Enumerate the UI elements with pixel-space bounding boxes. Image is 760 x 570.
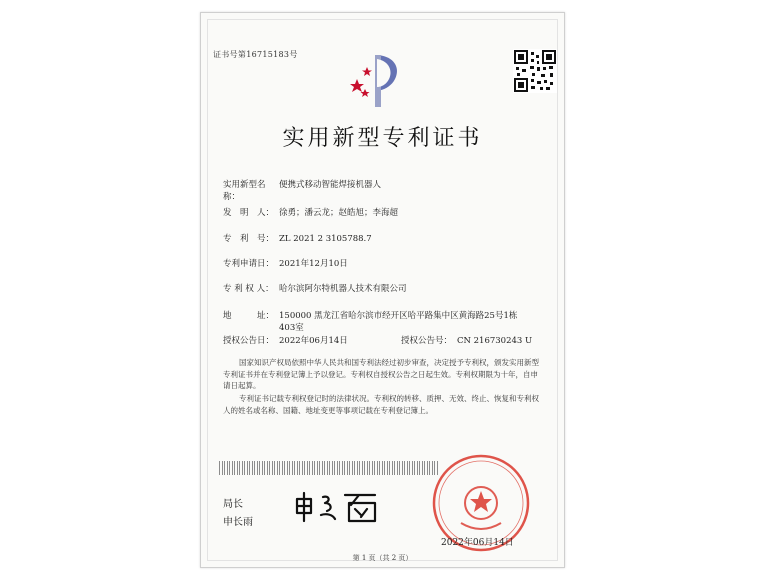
statement-paragraph-2: 专利证书记载专利权登记时的法律状况。专利权的转移、质押、无效、终止、恢复和专利权人的姓名或名称、国籍、地址变更等事项记载在专利登记簿上。 <box>223 394 539 415</box>
field-grant-number <box>401 335 532 347</box>
field-label: 专利申请日： <box>223 259 275 269</box>
field-address <box>223 310 529 334</box>
patent-certificate-page <box>200 12 565 568</box>
certificate-number: 证书号第16715183号 <box>213 50 298 59</box>
field-label: 授权公告日： <box>223 336 275 346</box>
director-name: 申长雨 <box>223 517 253 528</box>
field-value: ZL 2021 2 3105788.7 <box>279 234 372 244</box>
field-label: 地 址： <box>223 311 275 321</box>
field-value: 2021年12月10日 <box>279 259 348 269</box>
field-label: 专 利 号： <box>223 234 275 244</box>
field-value: 徐勇；潘云龙；赵皓旭；李海超 <box>279 208 399 218</box>
barcode-strip <box>219 461 439 475</box>
field-inventors <box>223 207 398 219</box>
field-patentee <box>223 283 407 295</box>
field-application-date <box>223 258 348 270</box>
field-value: CN 216730243 U <box>457 336 533 346</box>
field-grant-announcement <box>223 335 348 347</box>
field-patent-number <box>223 233 372 245</box>
field-utility-model-name <box>223 179 381 203</box>
certificate-title: 实用新型专利证书 <box>282 126 483 151</box>
signature-image <box>291 489 381 525</box>
field-value: 2022年06月14日 <box>279 336 348 346</box>
field-label: 专 利 权 人： <box>223 284 274 294</box>
qr-code-icon <box>513 49 557 93</box>
field-label: 发 明 人： <box>223 208 275 218</box>
seal-date: 2022年06月14日 <box>441 538 514 548</box>
field-label: 授权公告号： <box>401 336 453 346</box>
cnipa-logo-icon <box>341 49 413 109</box>
field-label: 实用新型名称： <box>223 180 266 202</box>
field-value: 哈尔滨阿尔特机器人技术有限公司 <box>279 284 407 294</box>
page-number: 第 1 页（共 2 页） <box>352 554 413 562</box>
director-title: 局长 <box>223 499 243 510</box>
statement-paragraph-1: 国家知识产权局依照中华人民共和国专利法经过初步审查，决定授予专利权，颁发实用新型专利证书并在专利登记簿上予以登记。专利权自授权公告之日起生效。专利权期限为十年，自申请日起算。 <box>223 358 539 390</box>
field-value: 便携式移动智能焊接机器人 <box>279 180 382 190</box>
field-value: 150000 黑龙江省哈尔滨市经开区哈平路集中区黄海路25号1栋403室 <box>279 311 518 333</box>
